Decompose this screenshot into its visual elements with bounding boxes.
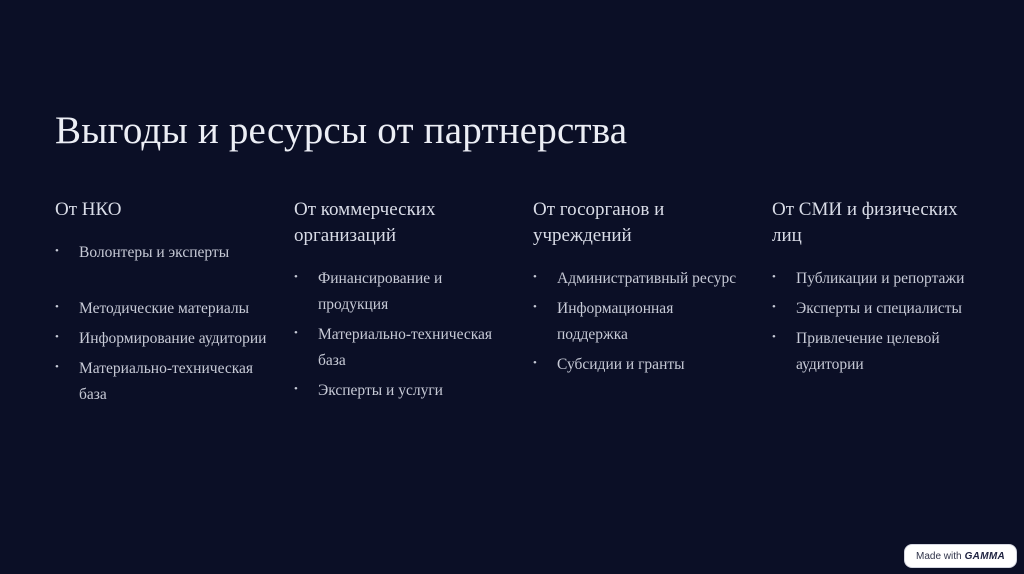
bullet-icon: •: [533, 301, 537, 313]
list-item: [533, 266, 748, 292]
bullet-icon: •: [533, 357, 537, 369]
list-item-text: Эксперты и услуги: [318, 382, 443, 399]
column-list-commercial: [294, 266, 509, 404]
bullet-icon: •: [55, 301, 59, 313]
list-item: [55, 356, 270, 408]
list-item-text: Информирование аудитории: [79, 330, 267, 347]
bullet-icon: •: [772, 331, 776, 343]
list-item-text: Материально-техническая база: [318, 326, 493, 369]
column-list-nko: [55, 240, 270, 408]
bullet-icon: •: [294, 271, 298, 283]
list-item: [772, 326, 987, 378]
column-list-government: [533, 266, 748, 378]
list-item-text: Волонтеры и эксперты: [79, 244, 230, 261]
list-item: [55, 326, 270, 352]
bullet-icon: •: [294, 383, 298, 395]
list-item-text: Привлечение целевой аудитории: [796, 330, 940, 373]
column-media: [772, 197, 987, 382]
list-item: [533, 352, 748, 378]
list-item: [772, 266, 987, 292]
list-item: [294, 378, 509, 404]
list-item: [772, 296, 987, 322]
bullet-icon: •: [294, 327, 298, 339]
bullet-icon: •: [55, 331, 59, 343]
list-item-text: Информационная поддержка: [557, 300, 674, 343]
column-heading-media: От СМИ и физических лиц: [772, 199, 958, 246]
list-item-text: Эксперты и специалисты: [796, 300, 962, 317]
badge-made-with-label: Made with: [916, 550, 962, 562]
column-government: [533, 197, 748, 382]
list-item: [294, 266, 509, 318]
bullet-icon: •: [772, 301, 776, 313]
list-item: [55, 240, 270, 266]
list-item: [533, 296, 748, 348]
list-item: [294, 322, 509, 374]
column-commercial: [294, 197, 509, 408]
column-heading-nko: От НКО: [55, 199, 122, 220]
list-item-text: Материально-техническая база: [79, 360, 254, 403]
column-list-media: [772, 266, 987, 378]
list-item-text: Финансирование и продукция: [318, 270, 443, 313]
bullet-icon: •: [55, 361, 59, 373]
list-item-text: Субсидии и гранты: [557, 356, 685, 373]
list-item-text: Административный ресурс: [557, 270, 737, 287]
column-nko: [55, 197, 270, 412]
slide-title: Выгоды и ресурсы от партнерства: [55, 109, 628, 152]
list-item: [55, 296, 270, 322]
bullet-icon: •: [772, 271, 776, 283]
list-item-text: Методические материалы: [79, 300, 250, 317]
bullet-icon: •: [533, 271, 537, 283]
made-with-gamma-badge[interactable]: [905, 545, 1016, 567]
column-heading-government: От госорганов и учреждений: [533, 199, 665, 246]
list-item-text: Публикации и репортажи: [796, 270, 965, 287]
gamma-logo-text: GAMMA: [964, 550, 1005, 562]
column-heading-commercial: От коммерческих организаций: [294, 199, 436, 246]
bullet-icon: •: [55, 245, 59, 257]
